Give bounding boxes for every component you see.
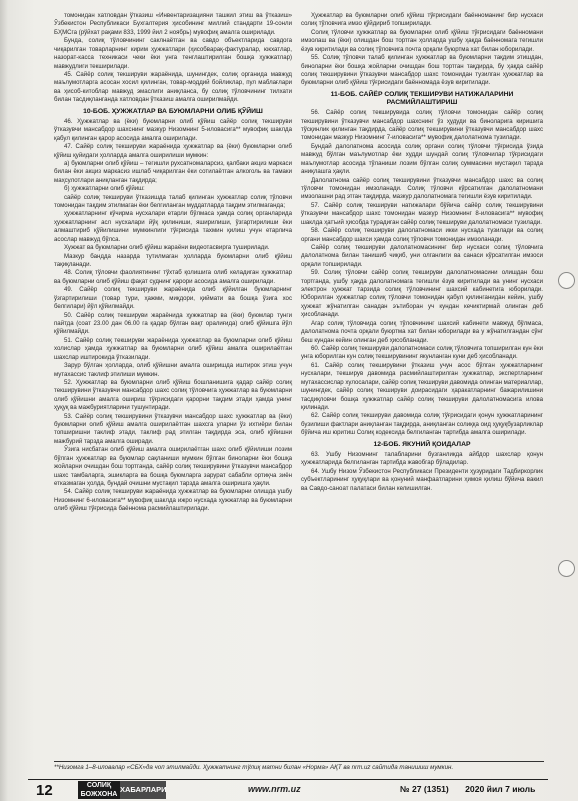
paragraph: 61. Сайёр солиқ текширувини ўтказиш учун асос бўлган ҳужжатларнинг нусхалари, текширув давомида расмийлаштирилган ҳужжатлар, экспертларнинг мутахассислар хулосалари, сайёр солиқ текшируви давомида олинган материаллар, шунингдек, сайёр солиқ текшируви доирасидаги ҳаракатларнинг бажарилишини тасдиқловчи бошқа ҳужжатлар сайёр солиқ текшируви далолатномасига илова қилинади.: [301, 361, 543, 411]
paragraph: Мазкур бандда назарда тутилмаган ҳолларда буюмларни олиб қўйиш тақиқланади.: [54, 252, 292, 269]
footnote-divider: [54, 761, 544, 762]
paragraph: 55. Солиқ тўловчи талаб қилинган ҳужжатлар ва буюмларни тақдим этишдан, биноларни ёки бошқа жойларни очишдан бош тортган тақдирда, бу ҳақда сайёр солиқ текширувини ўтказувчи мансабдор шахс томонидан тузилган ҳужжатлар ва буюмларни олиб қўйиш тўғрисидаги баённомада ёзув киритилади.: [301, 54, 543, 87]
paragraph: Агар солиқ тўловчида солиқ тўловчининг шахсий кабинети мавжуд бўлмаса, далолатнома почта орқали буюртма хат билан юборилади ва у жўнатилгандан сўнг беш кундан кейин олинган деб ҳисобланади.: [301, 319, 543, 344]
page-footer: [28, 779, 548, 800]
paragraph: 53. Сайёр солиқ текширувини ўтказувчи мансабдор шахс ҳужжатлар ва (ёки) буюмларни олиб қўйиш амалга оширилаётган шахсга уларни ўз ихтиёри билан топширишни таклиф этади, таклиф рад этилган тақдирда эса, олиб қўйишни мажбурий тарзда амалга оширади.: [54, 412, 292, 445]
paragraph: сайёр солиқ текшируви ўтказишда талаб қилинган ҳужжатлар солиқ тўловчи томонидан тақдим этилмаган ёки белгиланган муддатларда тақдим этилмаганда;: [54, 193, 292, 210]
footnote: **Низомга 1–8-иловалар «СБХ»да чоп этилмайди. Ҳужжатнинг тўлиқ матни билан «Норма» АҚТ ва nrm.uz сайтида танишиш мумкин.: [54, 764, 454, 771]
paragraph: томонидан хатловдан ўтказиш «Инвентаризацияни ташкил этиш ва ўтказиш» Ўзбекистон Республикаси Бухгалтерия ҳисобининг миллий стандарти 19-сонли БҲМСга (рўйхат рақами 833, 1999 йил 2 ноябрь) мувофиқ амалга оширилади.: [54, 12, 292, 36]
logo-line: ХАБАРЛАРИ: [120, 781, 166, 799]
logo-line: БОЖХОНА: [78, 790, 120, 799]
logo-line: СОЛИҚ: [78, 781, 120, 790]
paragraph: 45. Сайёр солиқ текшируви жараёнида, шунингдек, солиқ органида мавжуд маълумотларга асосан хосил қилинган, товар-моддий бойликлар, пул маблағлари ва ҳисоб-китоблар мавжуд эмаслиги аниқланса, бу солиқ тўловчининг тилхати билан тасдиқланганда хатловдан ўтказиш амалга оширилмайди.: [54, 70, 292, 104]
paragraph: 57. Сайёр солиқ текшируви натижалари бўйича сайёр солиқ текширувини ўтказувчи мансабдор шахс томонидан мазкур Низомнинг 8-иловасига** мувофиқ шаклда ҳатъий ҳисобда турадиган сайёр солиқ текшируви далолатномаси тузилади.: [301, 201, 543, 226]
page-number: 12: [36, 782, 53, 799]
paragraph: 47. Сайёр солиқ текшируви жараёнида ҳужжатлар ва (ёки) буюмларни олиб қўйиш қуйидаги ҳолларда амалга оширилиши мумкин:: [54, 143, 292, 159]
paragraph: 58. Сайёр солиқ текшируви далолатномаси икки нусхада тузилади ва солиқ органи мансабдор шахси ҳамда солиқ тўловчи томонидан имзоланади.: [301, 227, 543, 243]
paragraph: Сайёр солиқ текшируви далолатномасининг бир нусхаси солиқ тўловчига далолатнома билан танишиб чиқиб, уни олганлиги ва санаси кўрсатилган имзоси орқали топширилади.: [301, 243, 543, 268]
paragraph: Бундай далолатнома асосида солиқ органи солиқ тўловчи тўғрисида ўзида мавжуд бўлган маълумотлар ёки худди шундай солиқ тўловчилар тўғрисидаги маълумотлар асосида тўланиши лозим бўлган солиқ суммасини мустақил тарзда аниқлашга ҳақли.: [301, 142, 543, 176]
binder-hole-icon: [558, 272, 575, 289]
left-column: [54, 12, 292, 514]
paragraph: Бунда, солиқ тўловчининг саклнаётган ва савдо объектларида савдога чиқарилган товарларнинг кирим ҳужжатлари (ҳисобварақ-фактуралар, юкхатлар, назорат-касса техникаси чеки ёки унга тенглаштирилган бошқа ҳужжатлар) мавжудлиги текширилади.: [54, 37, 292, 70]
issue-info: [400, 784, 549, 794]
paragraph: а) буюмларни олиб қўйиш – тегишли рухсатномаларсиз, қалбаки акциз маркаси билан ёки акциз маркасиз ишлаб чиқарилган ёки сотилаётган алкоголь ва тамаки маҳсулотлари аниқланган тақдирда;: [54, 159, 292, 184]
issue-date: 2020 йил 7 июль: [465, 784, 536, 794]
paragraph: Ўзига нисбатан олиб қўйиш амалга оширилаётган шахс олиб қўйилиши лозим бўлган ҳужжатлар ва буюмлар сақланиши мумкин бўлган биноларни ёки бошқа жойларни очишдан бош тортганда, сайёр солиқ текширувини ўтказувчи мансабдор шахс тамбаларга, эшикларга ва бошқа буюмларга зарурат сабабли ортиқча зиён етказмаган ҳолда, бундай очишни мустақил тарзда амалга оширишга ҳақли.: [54, 446, 292, 487]
paragraph: Солиқ тўловчи ҳужжатлар ва буюмларни олиб қўйиш тўғрисидаги баённомани имзолаш ва (ёки) олишдан бош тортган ҳолларда ушбу ҳақда баённомага тегишли ёзув киритилади ва солиқ тўловчига почта орқали буюртма хат билан юборилади.: [301, 28, 543, 53]
paragraph: 56. Сайёр солиқ текширувида солиқ тўловчи томонидан сайёр солиқ текширувини ўтказувчи мансабдор шахснинг ўз ҳудуди ва биноларига киришига тўсқинлик қилинган тақдирда, сайёр солиқ текширувини ўтказувчи мансабдор шахс томонидан мазкур Низомнинг 7-иловасига** мувофиқ далолатнома тузилади.: [301, 109, 543, 142]
paragraph: 54. Сайёр солиқ текшируви жараёнида ҳужжатлар ва буюмларни олишда ушбу Низомнинг 6-иловасига** мувофиқ шаклда ижро нусхада ҳужжатлар ва буюмларни олиб қўйиш тўғрисида баённома расмийлаштирилади.: [54, 488, 292, 513]
chapter-heading-12: 12-БОБ. ЯКУНИЙ ҚОИДАЛАР: [373, 440, 471, 448]
paragraph: 51. Сайёр солиқ текшируви жараёнида ҳужжатлар ва буюмларни олиб қўйиш холислар ҳамда ҳужжатлар ва буюмларни олиб қўйиш амалга оширилаётган шахслар иштирокида ўтказилади.: [54, 336, 292, 361]
paragraph: Ҳужжатлар ва буюмларни олиб қўйиш тўғрисидаги баённоманинг бир нусхаси солиқ тўловчига имзо қўйдириб топширилади.: [301, 12, 543, 28]
paragraph: 46. Ҳужжатлар ва (ёки) буюмларни олиб қўйиш сайёр солиқ текшируви ўтказувчи мансабдор шахснинг мазкур Низомнинг 5-иловасига** мувофиқ шаклда қабул қилинган қарор асосида амалга оширилади.: [54, 117, 292, 142]
chapter-heading-11: 11-БОБ. САЙЁР СОЛИҚ ТЕКШИРУВИ НАТИЖАЛАРИНИ РАСМИЙЛАШТИРИШ: [330, 90, 514, 106]
page-spine-shadow: [0, 0, 8, 801]
newspaper-logo: [78, 781, 166, 799]
paragraph: Зарур бўлган ҳолларда, олиб қўйишни амалга оширишда иштирок этиш учун мутахассис таклиф этилиши мумкин.: [54, 362, 292, 378]
paragraph: 59. Солиқ тўловчи сайёр солиқ текшируви далолатномасини олишдан бош тортганда, ушбу ҳақда далолатномага тегишли ёзув киритилади ва унинг нусхаси электрон ҳужжат тарзида солиқ тўловчининг шахсий кабинетига юборилади. Юборилган ҳужжатлар солиқ тўловчи томонидан қабул қилинганидан кейин, ушбу ҳужжат жўнатилган санадан эътиборан уч кундан кечиктирмай олинган деб ҳисобланади.: [301, 269, 543, 319]
paragraph: Хужжат ва буюмларни олиб қўйиш жараёни видеотасвирга туширилади.: [64, 244, 270, 252]
chapter-heading-10: 10-БОБ. ҲУЖЖАТЛАР ВА БУЮМЛАРНИ ОЛИБ ҚЎЙИШ: [83, 107, 263, 115]
paragraph: 63. Ушбу Низомнинг талабларини бузганликда айбдор шахслар қонун ҳужжатларида белгиланган тартибда жавобгар бўладилар.: [301, 450, 543, 467]
paragraph: 64. Ушбу Низом Ўзбекистон Республикаси Президенти ҳузуридаги Тадбиркорлик субъектларининг ҳуқуқлари ва қонуний манфаатларини ҳимоя қилиш бўйича вакил ва Савдо-саноат палатаси билан келишилган.: [301, 467, 543, 492]
paragraph: 52. Ҳужжатлар ва буюмларни олиб қўйиш бошланишига қадар сайёр солиқ текширувини ўтказувчи мансабдор шахс солиқ тўловчига ҳужжатлар ва буюмларни олиб қўйишни амалга ошириш тўғрисидаги қарорни тақдим этади ҳамда унинг ҳуқуқ ва мажбуриятларини тушунтиради.: [54, 378, 292, 412]
website-link[interactable]: www.nrm.uz: [248, 784, 301, 794]
paragraph: б) ҳужжатларни олиб қўйиш:: [64, 185, 145, 193]
paragraph: ҳужжатларнинг кўчирма нусхалари етарли бўлмаса ҳамда солиқ органларида ҳужжатларнинг асл нусхалари йўқ қилиниши, яширилиши, ўзгартирилиши ёки алмаштириб қўйилишини мумкинлиги тўғрисида тахмин қилиш учун етарлича асослар мавжуд бўлса.: [54, 210, 292, 243]
issue-number: № 27 (1351): [400, 784, 449, 794]
paragraph: 62. Сайёр солиқ текшируви давомида солиқ тўғрисидаги қонун ҳужжатларининг бузилиши фактлари аниқланган тақдирда, аниқланган солиққа оид ҳуқуқбузарликлар бўйича иш юритиш Солиқ кодексида белгиланган тартибда амалга оширилади.: [301, 412, 543, 437]
binder-hole-icon: [558, 560, 575, 577]
paragraph: 50. Сайёр солиқ текшируви жараёнида ҳужжатлар ва (ёки) буюмлар тунги пайтда (соат 23.00 дан 06.00 га қадар бўлган вақт оралиғида) олиб қўйишга йўл қўйилмайди.: [54, 311, 292, 336]
paragraph: Далолатнома сайёр солиқ текширувини ўтказувчи мансабдор шахс ва солиқ тўловчи томонидан имзоланади. Солиқ тўловчи кўрсатилган далолатномани имзолашни рад этган тақдирда, мазкур далолатномага тегишли ёзув киритилади.: [301, 176, 543, 201]
paragraph: 60. Сайёр солиқ текшируви далолатномаси солиқ тўловчига топширилган кун ёки унга юборилган кун солиқ текширувининг якунланган куни деб ҳисобланади.: [301, 345, 543, 361]
paragraph: 48. Солиқ тўловчи фаолиятининг тўхтаб қолишига олиб келадиган ҳужжатлар ва буюмларни олиб қўйиш фақат суднинг қарори асосида амалга оширилади.: [54, 269, 292, 285]
paragraph: 49. Сайёр солиқ текшируви жараёнида олиб қўйилган буюмларнинг ўзгартирилиши (товар тури, ҳажми, миқдори, қиймати ва бошқа ўзига хос белгилари) йўл қўйилмайди.: [54, 286, 292, 311]
right-column: [301, 12, 543, 493]
